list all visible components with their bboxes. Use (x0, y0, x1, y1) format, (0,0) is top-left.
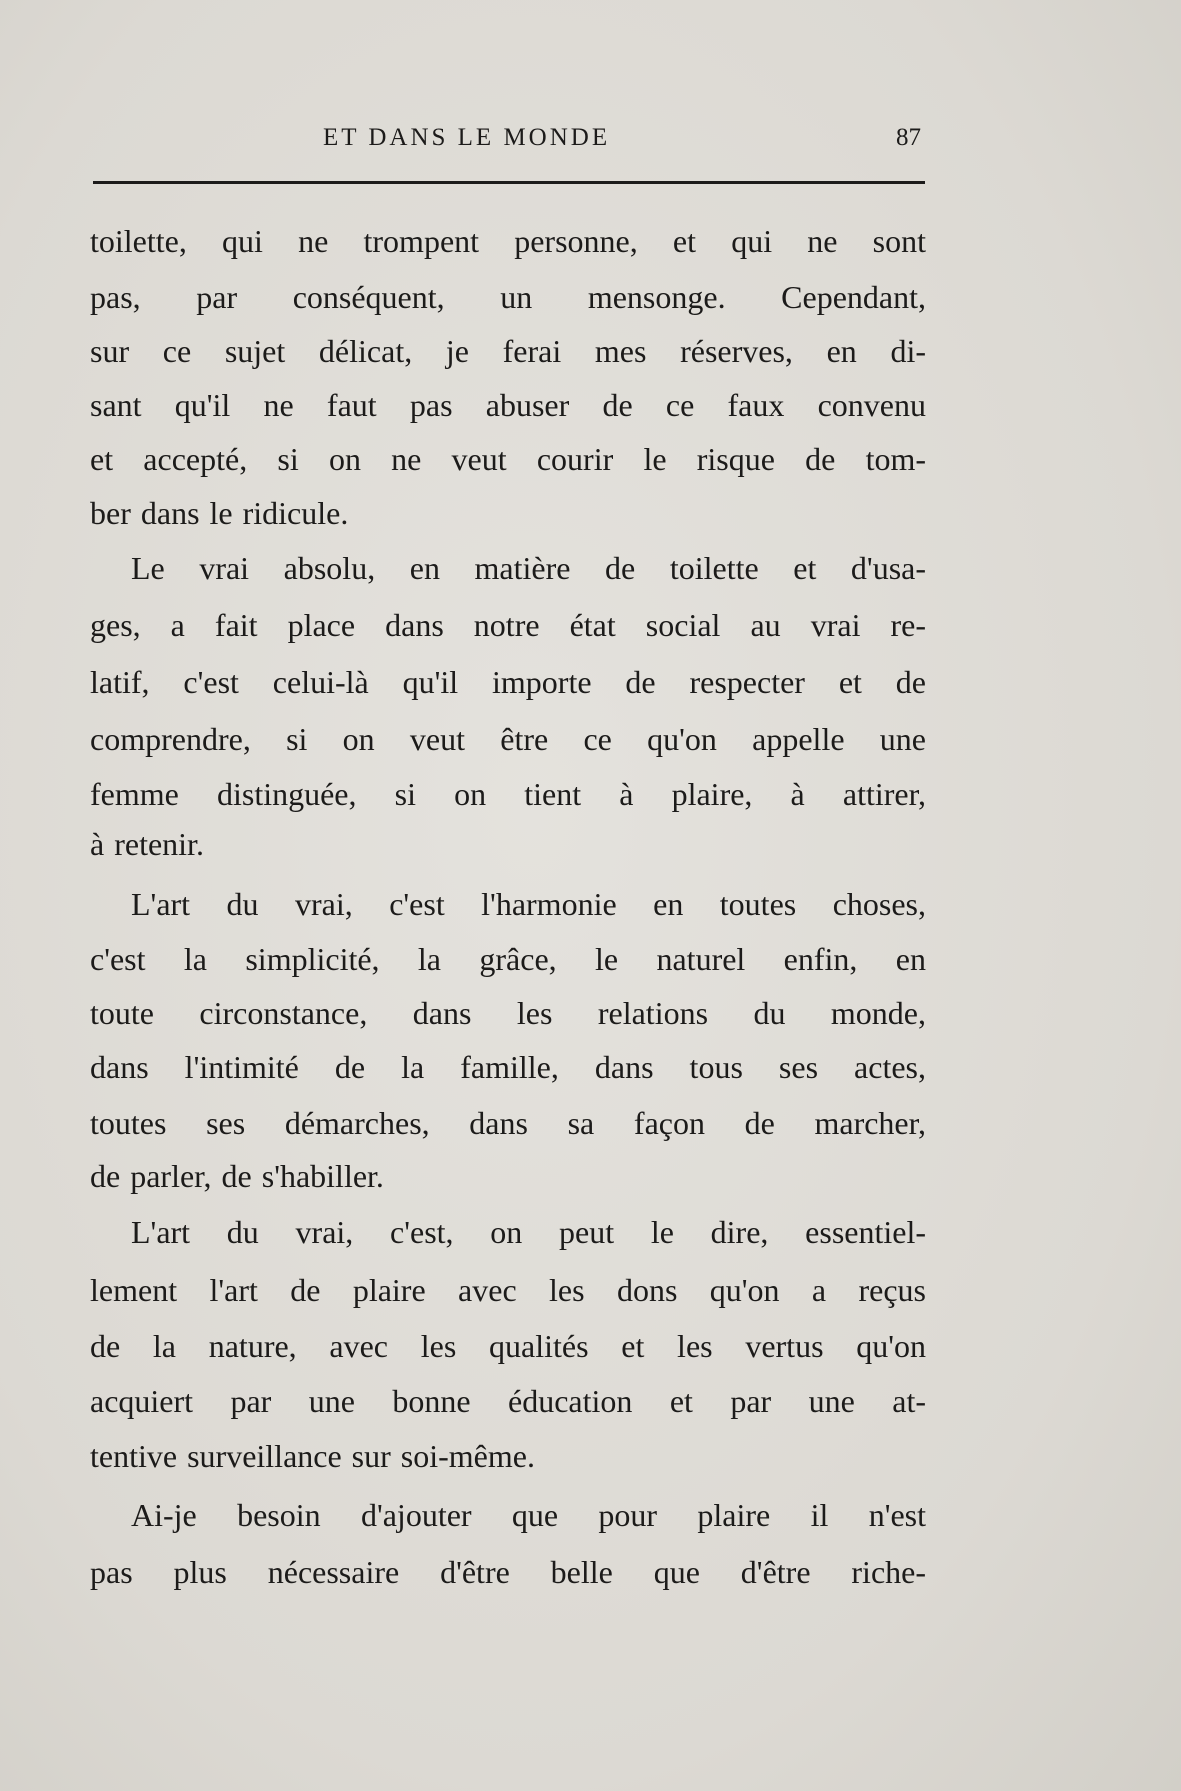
text-line: pas, par conséquent, un mensonge. Cependant, (90, 279, 926, 315)
text-line: de la nature, avec les qualités et les vertus qu'on (90, 1328, 926, 1364)
text-line: Le vrai absolu, en matière de toilette et d'usa- (131, 550, 926, 586)
text-line: ber dans le ridicule. (90, 495, 349, 531)
text-line: ges, a fait place dans notre état social au vrai re- (90, 607, 926, 643)
text-line: acquiert par une bonne éducation et par une at- (90, 1383, 926, 1419)
running-header (93, 124, 925, 160)
text-line: à retenir. (90, 826, 204, 862)
text-line: pas plus nécessaire d'être belle que d'être riche- (90, 1554, 926, 1590)
text-line: toilette, qui ne trompent personne, et qui ne sont (90, 223, 926, 259)
text-line: latif, c'est celui-là qu'il importe de respecter et de (90, 664, 926, 700)
text-line: tentive surveillance sur soi-même. (90, 1438, 535, 1474)
text-line: c'est la simplicité, la grâce, le naturel enfin, en (90, 941, 926, 977)
header-rule (93, 181, 925, 184)
text-line: L'art du vrai, c'est, on peut le dire, essentiel- (131, 1214, 926, 1250)
text-line: dans l'intimité de la famille, dans tous ses actes, (90, 1049, 926, 1085)
text-line: toutes ses démarches, dans sa façon de marcher, (90, 1105, 926, 1141)
running-title: ET DANS LE MONDE (323, 124, 611, 151)
text-line: sur ce sujet délicat, je ferai mes réserves, en di- (90, 333, 926, 369)
text-line: lement l'art de plaire avec les dons qu'on a reçus (90, 1272, 926, 1308)
text-line: femme distinguée, si on tient à plaire, à attirer, (90, 776, 926, 812)
text-line: L'art du vrai, c'est l'harmonie en toutes choses, (131, 886, 926, 922)
text-line: sant qu'il ne faut pas abuser de ce faux convenu (90, 387, 926, 423)
text-line: et accepté, si on ne veut courir le risque de tom- (90, 441, 926, 477)
text-line: Ai-je besoin d'ajouter que pour plaire il n'est (131, 1497, 926, 1533)
page-number: 87 (896, 124, 921, 151)
text-line: comprendre, si on veut être ce qu'on appelle une (90, 721, 926, 757)
text-line: de parler, de s'habiller. (90, 1158, 384, 1194)
text-line: toute circonstance, dans les relations du monde, (90, 995, 926, 1031)
